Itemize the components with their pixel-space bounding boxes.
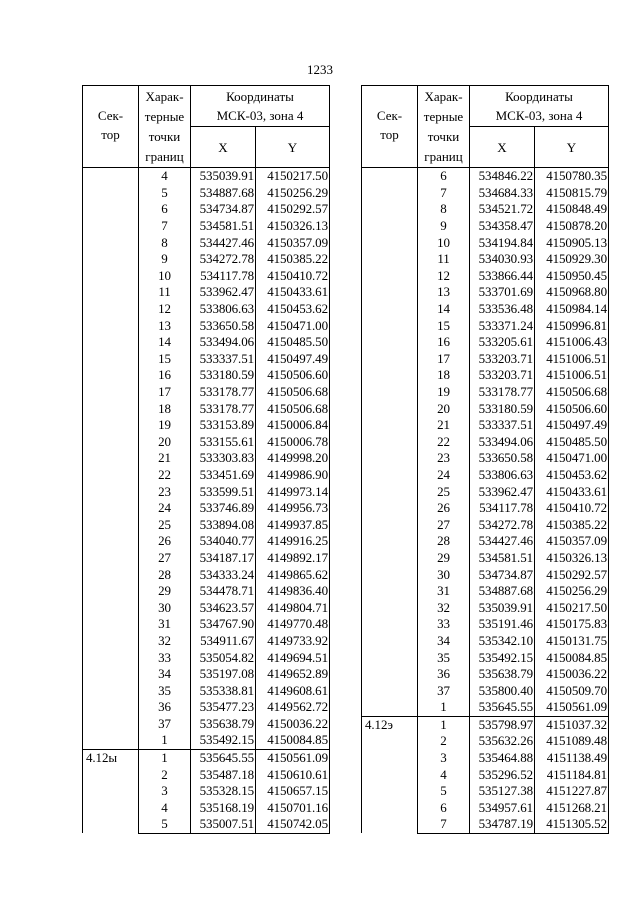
x-coordinate-cell: 534040.77 bbox=[191, 533, 256, 550]
x-coordinate-cell: 533962.47 bbox=[470, 483, 535, 500]
x-coordinate-cell: 535487.18 bbox=[191, 766, 256, 783]
y-coordinate-cell: 4150905.13 bbox=[535, 234, 609, 251]
x-coordinate-cell: 535039.91 bbox=[191, 168, 256, 185]
table-row bbox=[83, 168, 330, 185]
point-cell: 6 bbox=[418, 168, 470, 185]
x-coordinate-cell: 535296.52 bbox=[470, 766, 535, 783]
point-cell: 7 bbox=[418, 185, 470, 202]
y-coordinate-cell: 4150780.35 bbox=[535, 168, 609, 185]
table-row bbox=[362, 168, 609, 185]
y-coordinate-cell: 4150433.61 bbox=[535, 483, 609, 500]
header-y: Y bbox=[256, 127, 330, 168]
point-cell: 31 bbox=[139, 616, 191, 633]
header-coordinates: Координаты МСК-03, зона 4 bbox=[191, 86, 330, 127]
x-coordinate-cell: 534478.71 bbox=[191, 583, 256, 600]
x-coordinate-cell: 533806.63 bbox=[470, 467, 535, 484]
y-coordinate-cell: 4151037.32 bbox=[535, 716, 609, 733]
point-cell: 21 bbox=[139, 450, 191, 467]
point-cell: 11 bbox=[139, 284, 191, 301]
y-coordinate-cell: 4151006.51 bbox=[535, 351, 609, 368]
table-row bbox=[83, 749, 330, 766]
x-coordinate-cell: 535328.15 bbox=[191, 783, 256, 800]
x-coordinate-cell: 533494.06 bbox=[470, 434, 535, 451]
x-coordinate-cell: 535464.88 bbox=[470, 750, 535, 767]
y-coordinate-cell: 4150084.85 bbox=[256, 732, 330, 749]
x-coordinate-cell: 533536.48 bbox=[470, 301, 535, 318]
x-coordinate-cell: 533178.77 bbox=[191, 384, 256, 401]
point-cell: 2 bbox=[418, 733, 470, 750]
x-coordinate-cell: 533203.71 bbox=[470, 367, 535, 384]
x-coordinate-cell: 535168.19 bbox=[191, 800, 256, 817]
x-coordinate-cell: 535054.82 bbox=[191, 649, 256, 666]
point-cell: 15 bbox=[418, 317, 470, 334]
x-coordinate-cell: 533180.59 bbox=[470, 400, 535, 417]
x-coordinate-cell: 534846.22 bbox=[470, 168, 535, 185]
y-coordinate-cell: 4149608.61 bbox=[256, 682, 330, 699]
point-cell: 18 bbox=[418, 367, 470, 384]
point-cell: 34 bbox=[418, 633, 470, 650]
y-coordinate-cell: 4150471.00 bbox=[256, 317, 330, 334]
coordinates-table-left bbox=[82, 85, 330, 834]
x-coordinate-cell: 534117.78 bbox=[470, 500, 535, 517]
y-coordinate-cell: 4150497.49 bbox=[256, 351, 330, 368]
x-coordinate-cell: 535492.15 bbox=[470, 649, 535, 666]
header-x: X bbox=[470, 127, 535, 168]
x-coordinate-cell: 534333.24 bbox=[191, 566, 256, 583]
x-coordinate-cell: 534272.78 bbox=[191, 251, 256, 268]
point-cell: 12 bbox=[139, 301, 191, 318]
y-coordinate-cell: 4149562.72 bbox=[256, 699, 330, 716]
x-coordinate-cell: 534623.57 bbox=[191, 599, 256, 616]
y-coordinate-cell: 4150471.00 bbox=[535, 450, 609, 467]
x-coordinate-cell: 533650.58 bbox=[470, 450, 535, 467]
point-cell: 30 bbox=[139, 599, 191, 616]
header-sector: Сек- тор bbox=[362, 86, 418, 168]
x-coordinate-cell: 534521.72 bbox=[470, 201, 535, 218]
point-cell: 22 bbox=[139, 467, 191, 484]
y-coordinate-cell: 4150506.60 bbox=[256, 367, 330, 384]
x-coordinate-cell: 535800.40 bbox=[470, 682, 535, 699]
y-coordinate-cell: 4150561.09 bbox=[256, 749, 330, 766]
y-coordinate-cell: 4150968.80 bbox=[535, 284, 609, 301]
point-cell: 4 bbox=[139, 800, 191, 817]
point-cell: 31 bbox=[418, 583, 470, 600]
x-coordinate-cell: 533962.47 bbox=[191, 284, 256, 301]
point-cell: 7 bbox=[139, 218, 191, 235]
x-coordinate-cell: 535645.55 bbox=[470, 699, 535, 716]
y-coordinate-cell: 4151006.51 bbox=[535, 367, 609, 384]
x-coordinate-cell: 533650.58 bbox=[191, 317, 256, 334]
y-coordinate-cell: 4151184.81 bbox=[535, 766, 609, 783]
point-cell: 1 bbox=[139, 732, 191, 749]
point-cell: 36 bbox=[139, 699, 191, 716]
y-coordinate-cell: 4151089.48 bbox=[535, 733, 609, 750]
point-cell: 10 bbox=[139, 268, 191, 285]
point-cell: 35 bbox=[139, 682, 191, 699]
y-coordinate-cell: 4150848.49 bbox=[535, 201, 609, 218]
y-coordinate-cell: 4150292.57 bbox=[256, 201, 330, 218]
y-coordinate-cell: 4151227.87 bbox=[535, 783, 609, 800]
sector-cell bbox=[362, 168, 418, 717]
y-coordinate-cell: 4150084.85 bbox=[535, 649, 609, 666]
point-cell: 10 bbox=[418, 234, 470, 251]
x-coordinate-cell: 535638.79 bbox=[470, 666, 535, 683]
point-cell: 4 bbox=[139, 168, 191, 185]
point-cell: 23 bbox=[418, 450, 470, 467]
point-cell: 29 bbox=[418, 550, 470, 567]
x-coordinate-cell: 535127.38 bbox=[470, 783, 535, 800]
y-coordinate-cell: 4149916.25 bbox=[256, 533, 330, 550]
x-coordinate-cell: 535492.15 bbox=[191, 732, 256, 749]
x-coordinate-cell: 533701.69 bbox=[470, 284, 535, 301]
point-cell: 15 bbox=[139, 351, 191, 368]
page-number: 1233 bbox=[307, 62, 333, 77]
header-characteristic-points: Харак- терные точки границ bbox=[418, 86, 470, 168]
x-coordinate-cell: 533894.08 bbox=[191, 516, 256, 533]
x-coordinate-cell: 533178.77 bbox=[191, 400, 256, 417]
y-coordinate-cell: 4150256.29 bbox=[535, 583, 609, 600]
point-cell: 14 bbox=[139, 334, 191, 351]
y-coordinate-cell: 4150326.13 bbox=[535, 550, 609, 567]
point-cell: 21 bbox=[418, 417, 470, 434]
point-cell: 3 bbox=[418, 750, 470, 767]
x-coordinate-cell: 534767.90 bbox=[191, 616, 256, 633]
point-cell: 4 bbox=[418, 766, 470, 783]
x-coordinate-cell: 534911.67 bbox=[191, 633, 256, 650]
x-coordinate-cell: 534684.33 bbox=[470, 185, 535, 202]
x-coordinate-cell: 534427.46 bbox=[191, 234, 256, 251]
point-cell: 20 bbox=[418, 400, 470, 417]
point-cell: 27 bbox=[418, 516, 470, 533]
point-cell: 19 bbox=[418, 384, 470, 401]
x-coordinate-cell: 533866.44 bbox=[470, 268, 535, 285]
x-coordinate-cell: 533451.69 bbox=[191, 467, 256, 484]
header-characteristic-points: Харак- терные точки границ bbox=[139, 86, 191, 168]
y-coordinate-cell: 4150509.70 bbox=[535, 682, 609, 699]
point-cell: 33 bbox=[418, 616, 470, 633]
y-coordinate-cell: 4149998.20 bbox=[256, 450, 330, 467]
y-coordinate-cell: 4150433.61 bbox=[256, 284, 330, 301]
point-cell: 11 bbox=[418, 251, 470, 268]
point-cell: 37 bbox=[139, 716, 191, 733]
y-coordinate-cell: 4150657.15 bbox=[256, 783, 330, 800]
x-coordinate-cell: 533337.51 bbox=[191, 351, 256, 368]
x-coordinate-cell: 534117.78 bbox=[191, 268, 256, 285]
x-coordinate-cell: 535338.81 bbox=[191, 682, 256, 699]
point-cell: 16 bbox=[418, 334, 470, 351]
y-coordinate-cell: 4149986.90 bbox=[256, 467, 330, 484]
point-cell: 19 bbox=[139, 417, 191, 434]
y-coordinate-cell: 4150950.45 bbox=[535, 268, 609, 285]
y-coordinate-cell: 4150984.14 bbox=[535, 301, 609, 318]
y-coordinate-cell: 4150610.61 bbox=[256, 766, 330, 783]
point-cell: 5 bbox=[418, 783, 470, 800]
point-cell: 32 bbox=[139, 633, 191, 650]
y-coordinate-cell: 4149694.51 bbox=[256, 649, 330, 666]
header-y: Y bbox=[535, 127, 609, 168]
y-coordinate-cell: 4150175.83 bbox=[535, 616, 609, 633]
y-coordinate-cell: 4150036.22 bbox=[535, 666, 609, 683]
x-coordinate-cell: 533203.71 bbox=[470, 351, 535, 368]
point-cell: 7 bbox=[418, 816, 470, 833]
y-coordinate-cell: 4151305.52 bbox=[535, 816, 609, 833]
point-cell: 35 bbox=[418, 649, 470, 666]
x-coordinate-cell: 535645.55 bbox=[191, 749, 256, 766]
y-coordinate-cell: 4150357.09 bbox=[535, 533, 609, 550]
x-coordinate-cell: 533746.89 bbox=[191, 500, 256, 517]
y-coordinate-cell: 4150485.50 bbox=[535, 434, 609, 451]
y-coordinate-cell: 4150410.72 bbox=[535, 500, 609, 517]
header-sector: Сек- тор bbox=[83, 86, 139, 168]
y-coordinate-cell: 4150506.68 bbox=[535, 384, 609, 401]
y-coordinate-cell: 4150326.13 bbox=[256, 218, 330, 235]
x-coordinate-cell: 534887.68 bbox=[470, 583, 535, 600]
y-coordinate-cell: 4150217.50 bbox=[535, 599, 609, 616]
x-coordinate-cell: 533153.89 bbox=[191, 417, 256, 434]
header-coordinates: Координаты МСК-03, зона 4 bbox=[470, 86, 609, 127]
point-cell: 20 bbox=[139, 434, 191, 451]
x-coordinate-cell: 534957.61 bbox=[470, 800, 535, 817]
x-coordinate-cell: 535039.91 bbox=[470, 599, 535, 616]
y-coordinate-cell: 4150701.16 bbox=[256, 800, 330, 817]
x-coordinate-cell: 533180.59 bbox=[191, 367, 256, 384]
y-coordinate-cell: 4150996.81 bbox=[535, 317, 609, 334]
x-coordinate-cell: 534734.87 bbox=[470, 566, 535, 583]
point-cell: 28 bbox=[139, 566, 191, 583]
point-cell: 26 bbox=[418, 500, 470, 517]
point-cell: 6 bbox=[139, 201, 191, 218]
y-coordinate-cell: 4149652.89 bbox=[256, 666, 330, 683]
point-cell: 12 bbox=[418, 268, 470, 285]
y-coordinate-cell: 4150497.49 bbox=[535, 417, 609, 434]
y-coordinate-cell: 4150410.72 bbox=[256, 268, 330, 285]
x-coordinate-cell: 534787.19 bbox=[470, 816, 535, 833]
point-cell: 32 bbox=[418, 599, 470, 616]
x-coordinate-cell: 533205.61 bbox=[470, 334, 535, 351]
point-cell: 13 bbox=[418, 284, 470, 301]
x-coordinate-cell: 533806.63 bbox=[191, 301, 256, 318]
x-coordinate-cell: 533371.24 bbox=[470, 317, 535, 334]
y-coordinate-cell: 4150357.09 bbox=[256, 234, 330, 251]
point-cell: 1 bbox=[139, 749, 191, 766]
y-coordinate-cell: 4150292.57 bbox=[535, 566, 609, 583]
y-coordinate-cell: 4150006.78 bbox=[256, 434, 330, 451]
y-coordinate-cell: 4149836.40 bbox=[256, 583, 330, 600]
y-coordinate-cell: 4150453.62 bbox=[535, 467, 609, 484]
x-coordinate-cell: 534187.17 bbox=[191, 550, 256, 567]
y-coordinate-cell: 4151006.43 bbox=[535, 334, 609, 351]
point-cell: 22 bbox=[418, 434, 470, 451]
point-cell: 23 bbox=[139, 483, 191, 500]
x-coordinate-cell: 535007.51 bbox=[191, 816, 256, 833]
point-cell: 28 bbox=[418, 533, 470, 550]
y-coordinate-cell: 4150742.05 bbox=[256, 816, 330, 833]
y-coordinate-cell: 4149770.48 bbox=[256, 616, 330, 633]
y-coordinate-cell: 4149733.92 bbox=[256, 633, 330, 650]
sector-cell bbox=[83, 168, 139, 750]
point-cell: 2 bbox=[139, 766, 191, 783]
y-coordinate-cell: 4150217.50 bbox=[256, 168, 330, 185]
y-coordinate-cell: 4150506.60 bbox=[535, 400, 609, 417]
x-coordinate-cell: 534734.87 bbox=[191, 201, 256, 218]
y-coordinate-cell: 4150453.62 bbox=[256, 301, 330, 318]
x-coordinate-cell: 534887.68 bbox=[191, 185, 256, 202]
point-cell: 33 bbox=[139, 649, 191, 666]
point-cell: 26 bbox=[139, 533, 191, 550]
table-body-right bbox=[362, 168, 609, 834]
x-coordinate-cell: 534581.51 bbox=[191, 218, 256, 235]
point-cell: 6 bbox=[418, 800, 470, 817]
point-cell: 8 bbox=[139, 234, 191, 251]
x-coordinate-cell: 534581.51 bbox=[470, 550, 535, 567]
y-coordinate-cell: 4150385.22 bbox=[535, 516, 609, 533]
x-coordinate-cell: 533599.51 bbox=[191, 483, 256, 500]
x-coordinate-cell: 534358.47 bbox=[470, 218, 535, 235]
point-cell: 9 bbox=[418, 218, 470, 235]
point-cell: 16 bbox=[139, 367, 191, 384]
x-coordinate-cell: 535477.23 bbox=[191, 699, 256, 716]
point-cell: 34 bbox=[139, 666, 191, 683]
x-coordinate-cell: 535342.10 bbox=[470, 633, 535, 650]
point-cell: 18 bbox=[139, 400, 191, 417]
point-cell: 24 bbox=[418, 467, 470, 484]
x-coordinate-cell: 534030.93 bbox=[470, 251, 535, 268]
y-coordinate-cell: 4150878.20 bbox=[535, 218, 609, 235]
sector-cell: 4.12ы bbox=[83, 749, 139, 833]
y-coordinate-cell: 4150131.75 bbox=[535, 633, 609, 650]
point-cell: 25 bbox=[418, 483, 470, 500]
y-coordinate-cell: 4150256.29 bbox=[256, 185, 330, 202]
x-coordinate-cell: 533178.77 bbox=[470, 384, 535, 401]
x-coordinate-cell: 535638.79 bbox=[191, 716, 256, 733]
x-coordinate-cell: 535197.08 bbox=[191, 666, 256, 683]
point-cell: 1 bbox=[418, 699, 470, 716]
point-cell: 14 bbox=[418, 301, 470, 318]
point-cell: 29 bbox=[139, 583, 191, 600]
point-cell: 8 bbox=[418, 201, 470, 218]
x-coordinate-cell: 535191.46 bbox=[470, 616, 535, 633]
x-coordinate-cell: 533155.61 bbox=[191, 434, 256, 451]
y-coordinate-cell: 4150561.09 bbox=[535, 699, 609, 716]
point-cell: 1 bbox=[418, 716, 470, 733]
sector-cell: 4.12э bbox=[362, 716, 418, 833]
y-coordinate-cell: 4149892.17 bbox=[256, 550, 330, 567]
point-cell: 27 bbox=[139, 550, 191, 567]
y-coordinate-cell: 4149956.73 bbox=[256, 500, 330, 517]
x-coordinate-cell: 535632.26 bbox=[470, 733, 535, 750]
y-coordinate-cell: 4150385.22 bbox=[256, 251, 330, 268]
y-coordinate-cell: 4149973.14 bbox=[256, 483, 330, 500]
point-cell: 37 bbox=[418, 682, 470, 699]
y-coordinate-cell: 4151138.49 bbox=[535, 750, 609, 767]
x-coordinate-cell: 533337.51 bbox=[470, 417, 535, 434]
y-coordinate-cell: 4150506.68 bbox=[256, 400, 330, 417]
y-coordinate-cell: 4150506.68 bbox=[256, 384, 330, 401]
point-cell: 5 bbox=[139, 816, 191, 833]
point-cell: 17 bbox=[418, 351, 470, 368]
point-cell: 9 bbox=[139, 251, 191, 268]
table-row bbox=[362, 716, 609, 733]
y-coordinate-cell: 4149804.71 bbox=[256, 599, 330, 616]
x-coordinate-cell: 534427.46 bbox=[470, 533, 535, 550]
y-coordinate-cell: 4150006.84 bbox=[256, 417, 330, 434]
y-coordinate-cell: 4150036.22 bbox=[256, 716, 330, 733]
point-cell: 5 bbox=[139, 185, 191, 202]
point-cell: 24 bbox=[139, 500, 191, 517]
x-coordinate-cell: 535798.97 bbox=[470, 716, 535, 733]
y-coordinate-cell: 4150815.79 bbox=[535, 185, 609, 202]
x-coordinate-cell: 534272.78 bbox=[470, 516, 535, 533]
point-cell: 13 bbox=[139, 317, 191, 334]
table-body-left bbox=[83, 168, 330, 834]
coordinates-table-right bbox=[361, 85, 609, 834]
y-coordinate-cell: 4150485.50 bbox=[256, 334, 330, 351]
y-coordinate-cell: 4149865.62 bbox=[256, 566, 330, 583]
point-cell: 25 bbox=[139, 516, 191, 533]
y-coordinate-cell: 4150929.30 bbox=[535, 251, 609, 268]
point-cell: 30 bbox=[418, 566, 470, 583]
y-coordinate-cell: 4151268.21 bbox=[535, 800, 609, 817]
x-coordinate-cell: 533303.83 bbox=[191, 450, 256, 467]
x-coordinate-cell: 534194.84 bbox=[470, 234, 535, 251]
header-x: X bbox=[191, 127, 256, 168]
point-cell: 36 bbox=[418, 666, 470, 683]
x-coordinate-cell: 533494.06 bbox=[191, 334, 256, 351]
point-cell: 17 bbox=[139, 384, 191, 401]
point-cell: 3 bbox=[139, 783, 191, 800]
y-coordinate-cell: 4149937.85 bbox=[256, 516, 330, 533]
